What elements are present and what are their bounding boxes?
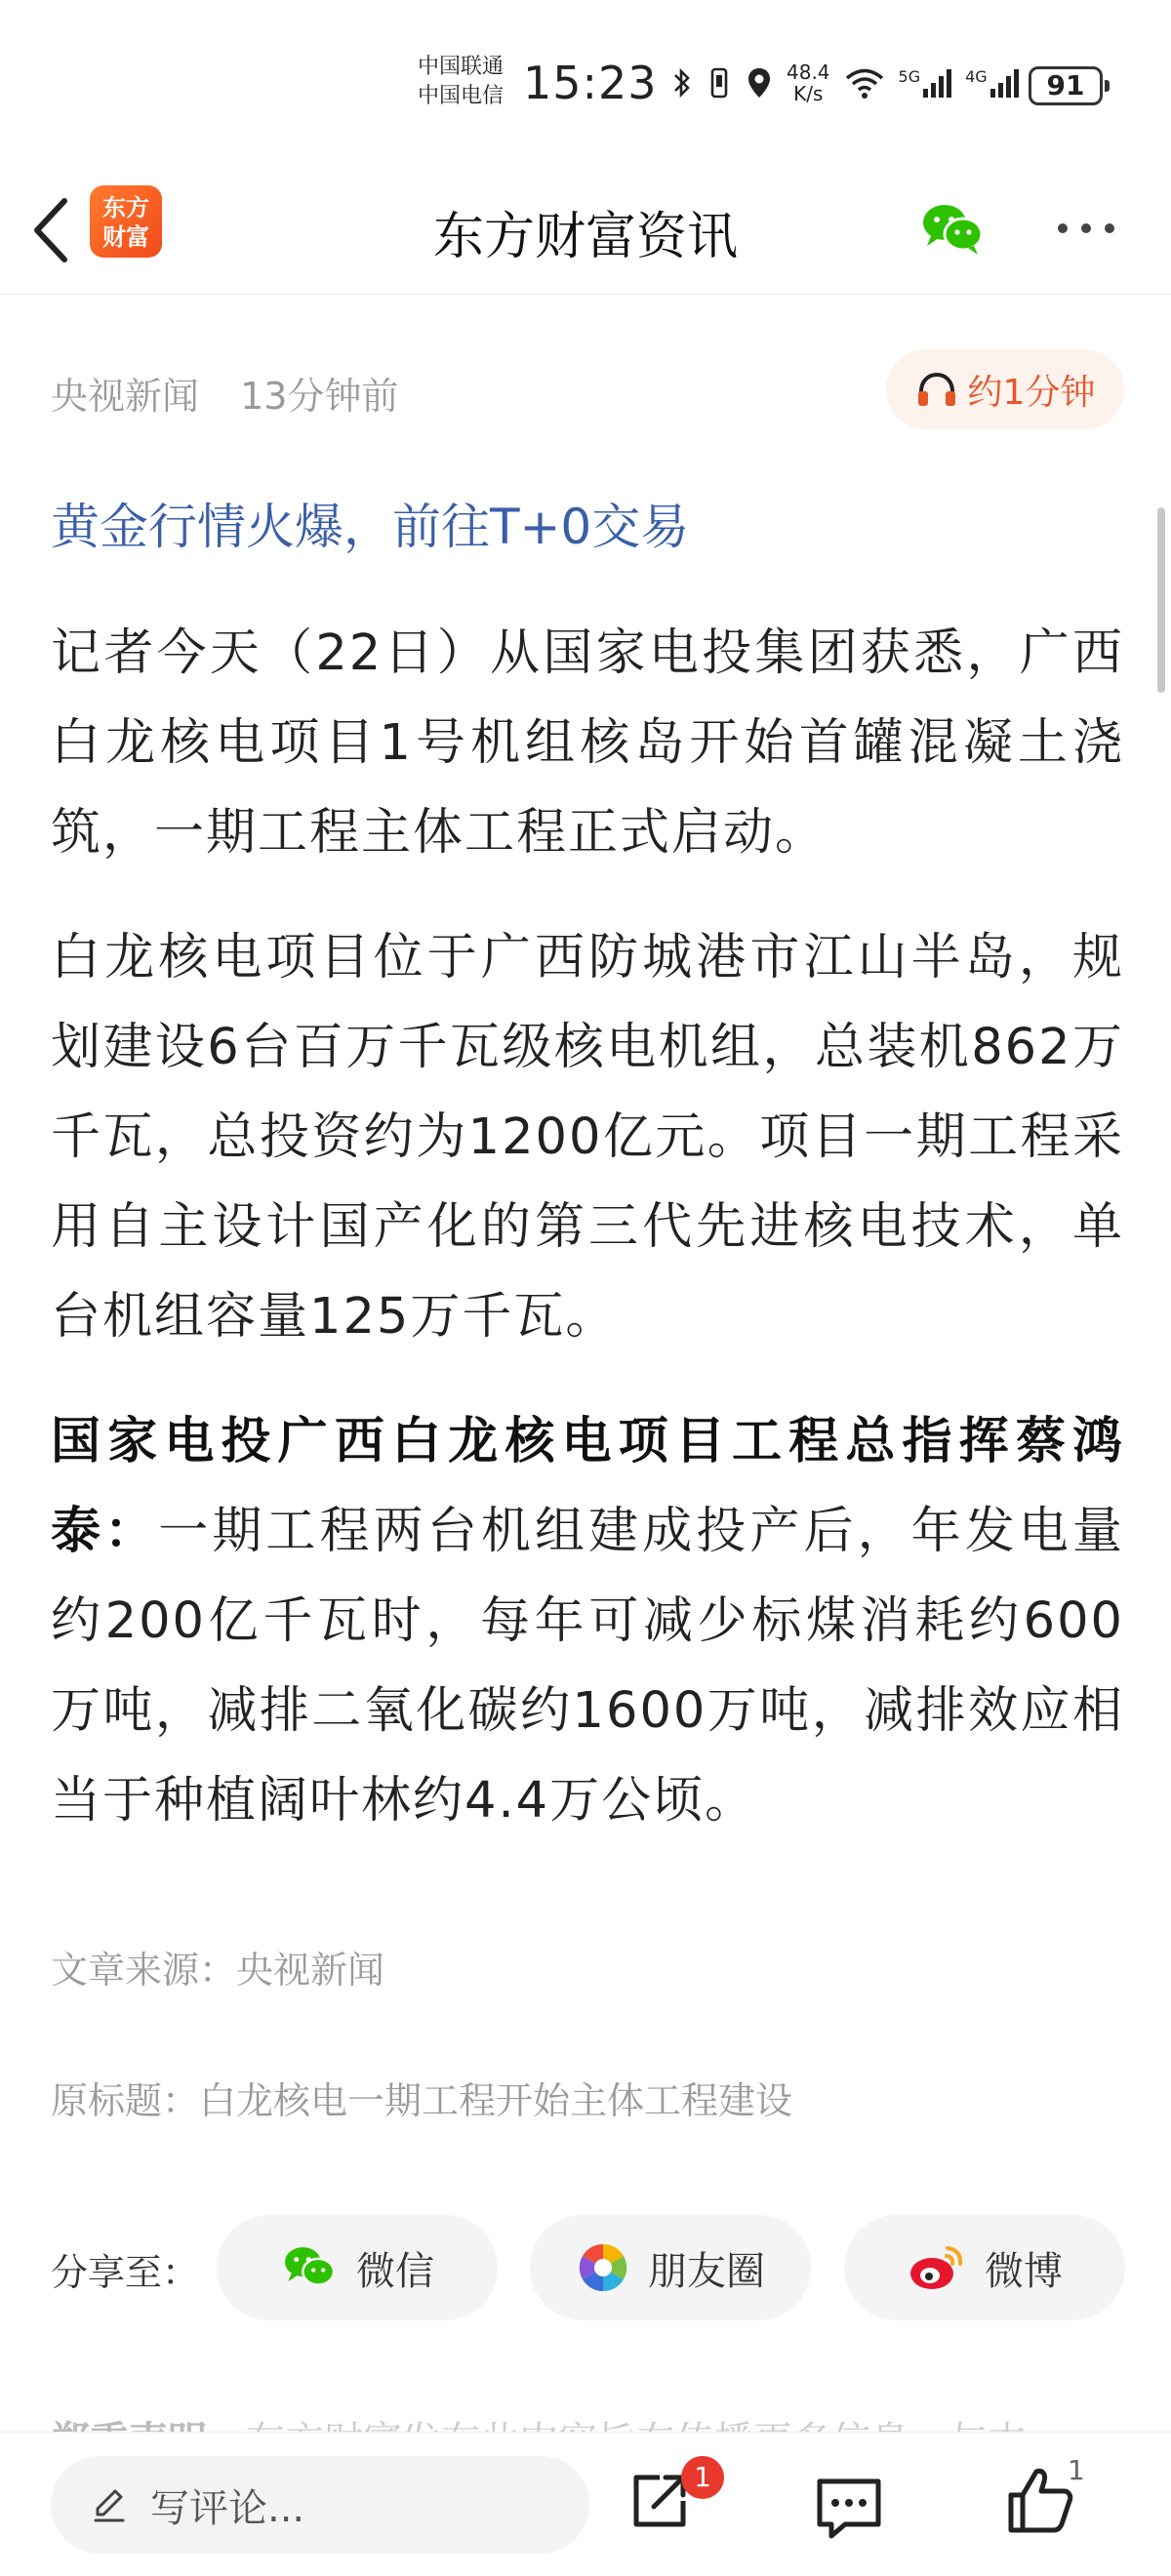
wechat-icon [280, 2240, 339, 2295]
comment-placeholder: 写评论... [150, 2485, 305, 2531]
signal-5g: 5G [899, 67, 952, 99]
share-label: 分享至： [51, 2251, 200, 2294]
article-paragraph: 记者今天（22日）从国家电投集团获悉，广西白龙核电项目1号机组核岛开始首罐混凝土浇筑，一期工程主体工程正式启动。 [51, 624, 1124, 862]
battery-indicator: 91 [1029, 66, 1103, 105]
listen-duration: 约1分钟 [967, 372, 1096, 413]
article-time: 13分钟前 [240, 375, 399, 418]
share-moments-label: 朋友圈 [648, 2248, 765, 2294]
carrier-names [418, 53, 504, 111]
scrollbar[interactable] [1157, 507, 1165, 693]
promo-link[interactable]: 黄金行情火爆，前往T+0交易 [51, 499, 690, 555]
headphones-icon [915, 370, 958, 409]
status-icons [671, 59, 1019, 107]
page-title: 东方财富资讯 [432, 208, 738, 266]
carrier-1: 中国联通 [418, 55, 505, 79]
logo-text-bottom: 财富 [102, 223, 149, 251]
comment-bubble-icon [810, 2468, 888, 2546]
signal-4g: 4G [965, 67, 1019, 99]
comments-button[interactable] [810, 2468, 888, 2546]
article-source-line: 文章来源：央视新闻 [51, 1949, 385, 1992]
original-title: 原标题：白龙核电一期工程开始主体工程建设 [51, 2079, 793, 2122]
share-moments-button[interactable] [530, 2215, 811, 2320]
comment-input[interactable] [51, 2456, 589, 2554]
share-wechat-label: 微信 [356, 2248, 434, 2294]
more-options-button[interactable] [1052, 201, 1120, 256]
quote-text: 一期工程两台机组建成投产后，年发电量约200亿千瓦时，每年可减少标煤消耗约600万吨，减排二氧化碳约1600万吨，减排效应相当于种植阔叶林约4.4万公顷。 [51, 1503, 1124, 1830]
article-source: 央视新闻 [51, 375, 200, 418]
more-dots-icon [1052, 201, 1120, 256]
status-time: 15:23 [523, 57, 658, 109]
net-speed-value: 48.4 [787, 60, 830, 84]
app-header [0, 166, 1171, 295]
listen-button[interactable] [886, 349, 1124, 429]
disclaimer-peek [51, 2410, 1124, 2432]
signal-bars-icon [922, 67, 951, 99]
notification-badge: 1 [681, 2456, 724, 2499]
signal-bars-icon [989, 67, 1019, 99]
wifi-icon [844, 66, 885, 100]
share-weibo-button[interactable] [844, 2215, 1125, 2320]
bluetooth-icon [671, 66, 693, 100]
wechat-icon [917, 193, 988, 263]
share-weibo-label: 微博 [985, 2248, 1063, 2294]
like-count: 1 [1068, 2454, 1085, 2486]
article-paragraph: 白龙核电项目位于广西防城港市江山半岛，规划建设6台百万千瓦级核电机组，总装机862万千瓦，总投资约为1200亿元。项目一期工程采用自主设计国产化的第三代先进核电技术，单台机组容量125万千瓦。 [51, 929, 1124, 1346]
logo-text-top: 东方 [102, 194, 149, 221]
article-body [51, 609, 1124, 1881]
status-bar [0, 0, 1171, 166]
moments-aperture-icon [576, 2240, 630, 2295]
share-wechat-button[interactable] [217, 2215, 498, 2320]
weibo-icon [907, 2242, 967, 2293]
wechat-share-button[interactable] [917, 193, 988, 263]
article-paragraph [51, 1397, 1124, 1846]
net-speed-unit: K/s [793, 82, 824, 105]
location-icon [746, 65, 773, 101]
carrier-2: 中国电信 [418, 84, 505, 108]
net-speed [787, 61, 830, 104]
pencil-icon [90, 2485, 129, 2524]
quote-speaker: 国家电投广西白龙核电项目工程总指挥蔡鸿泰： [51, 1413, 1124, 1560]
bottom-action-bar [0, 2432, 1171, 2576]
article-meta [51, 366, 427, 420]
vibrate-icon [707, 65, 732, 101]
